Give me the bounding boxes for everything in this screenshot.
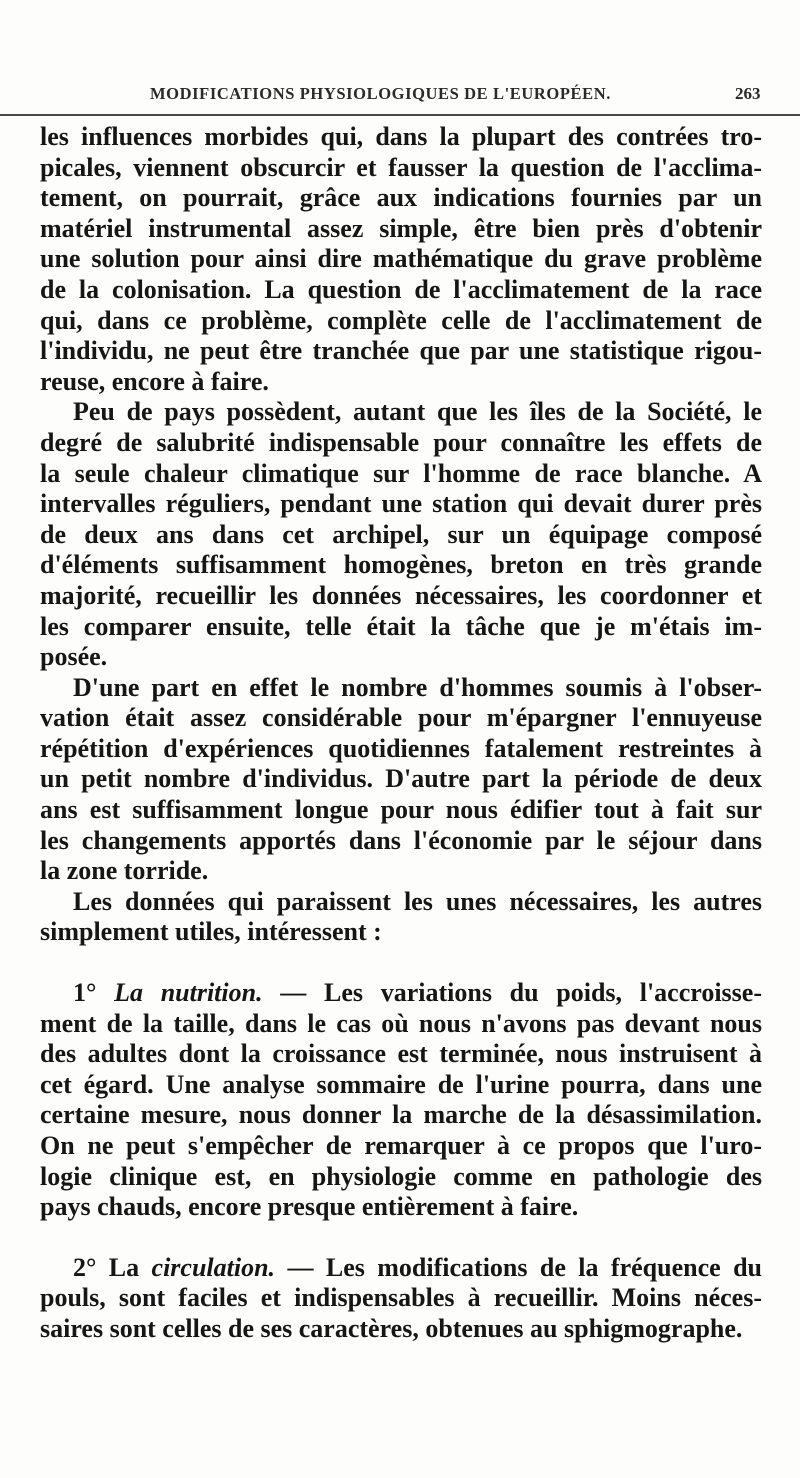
text-line: pays chauds, encore presque entièrement à faire. xyxy=(40,1192,579,1222)
text-line: saires sont celles de ses caractères, obtenues au sphigmographe. xyxy=(40,1313,743,1343)
text-line: On ne peut s'empêcher de remarquer à ce propos que l'uro- xyxy=(40,1131,762,1160)
paragraph xyxy=(40,978,762,1223)
text-line: la seule chaleur climatique sur l'homme de race blanche. A xyxy=(40,458,762,488)
paragraph xyxy=(40,397,762,672)
text-line: de la colonisation. La question de l'acclimatement de la race xyxy=(40,274,762,304)
text-line: logie clinique est, en physiologie comme en pathologie des xyxy=(40,1161,762,1191)
text-line: matériel instrumental assez simple, être bien près d'obtenir xyxy=(40,213,762,243)
text-line: les comparer ensuite, telle était la tâche que je m'étais im- xyxy=(40,611,762,641)
text-line: certaine mesure, nous donner la marche de la désassimilation. xyxy=(40,1100,762,1130)
text-line: intervalles réguliers, pendant une station qui devait durer près xyxy=(40,489,762,519)
text-line: simplement utiles, intéressent : xyxy=(40,917,382,947)
text-line: l'individu, ne peut être tranchée que par une statistique rigou- xyxy=(40,336,762,366)
text-line: les changements apportés dans l'économie par le séjour dans xyxy=(40,825,762,855)
text-line xyxy=(40,1253,762,1284)
text-line: qui, dans ce problème, complète celle de l'acclimatement de xyxy=(40,305,762,335)
text-line: posée. xyxy=(40,642,108,672)
text-line: Les données qui paraissent les unes nécessaires, les autres xyxy=(73,886,762,916)
text-line: la zone torride. xyxy=(40,856,209,886)
text-line: degré de salubrité indispensable pour connaître les effets de xyxy=(40,427,762,457)
text-line: un petit nombre d'individus. D'autre part la période de deux xyxy=(40,764,762,794)
running-head-title: MODIFICATIONS PHYSIOLOGIQUES DE L'EUROPÉEN. xyxy=(150,84,611,103)
paragraph xyxy=(40,673,762,887)
text-line: tement, on pourrait, grâce aux indications fournies par un xyxy=(40,183,762,213)
text-line: Peu de pays possèdent, autant que les îles de la Société, le xyxy=(73,397,762,427)
text-line: D'une part en effet le nombre d'hommes soumis à l'obser- xyxy=(73,672,762,702)
paragraph xyxy=(40,1253,762,1345)
text-line: une solution pour ainsi dire mathématique du grave problème xyxy=(40,244,762,274)
item-number: 2° La xyxy=(73,1252,152,1282)
paragraph-gap xyxy=(40,948,762,978)
running-head xyxy=(0,80,800,116)
paragraph-gap xyxy=(40,1223,762,1253)
line-text: — Les modifications de la fréquence du xyxy=(275,1252,762,1282)
text-line: d'éléments suffisamment homogènes, breton en très grande xyxy=(40,550,762,580)
text-line: les influences morbides qui, dans la plupart des contrées tro- xyxy=(40,122,762,151)
text-line: ans est suffisamment longue pour nous édifier tout à fait sur xyxy=(40,795,762,825)
text-line: ment de la taille, dans le cas où nous n'avons pas devant nous xyxy=(40,1008,762,1038)
text-line: vation était assez considérable pour m'épargner l'ennuyeuse xyxy=(40,703,762,733)
item-number: 1° xyxy=(73,978,115,1008)
paragraph xyxy=(40,122,762,397)
text-line: des adultes dont la croissance est terminée, nous instruisent à xyxy=(40,1039,762,1069)
text-line: cet égard. Une analyse sommaire de l'urine pourra, dans une xyxy=(40,1069,762,1099)
text-line: picales, viennent obscurcir et fausser la question de l'acclima- xyxy=(40,152,762,182)
text-line: répétition d'expériences quotidiennes fatalement restreintes à xyxy=(40,733,762,763)
item-heading: circulation. xyxy=(151,1252,276,1282)
text-body xyxy=(40,122,762,1345)
paragraph xyxy=(40,887,762,948)
item-heading: La nutrition. xyxy=(114,978,263,1008)
text-line: majorité, recueillir les données nécessaires, les coordonner et xyxy=(40,580,762,610)
text-line xyxy=(40,978,762,1009)
text-line: pouls, sont faciles et indispensables à recueillir. Moins néces- xyxy=(40,1283,762,1313)
page-number: 263 xyxy=(735,84,761,103)
line-text: — Les variations du poids, l'accroisse- xyxy=(262,978,762,1008)
text-line: reuse, encore à faire. xyxy=(40,366,269,396)
text-line: de deux ans dans cet archipel, sur un équipage composé xyxy=(40,519,762,549)
